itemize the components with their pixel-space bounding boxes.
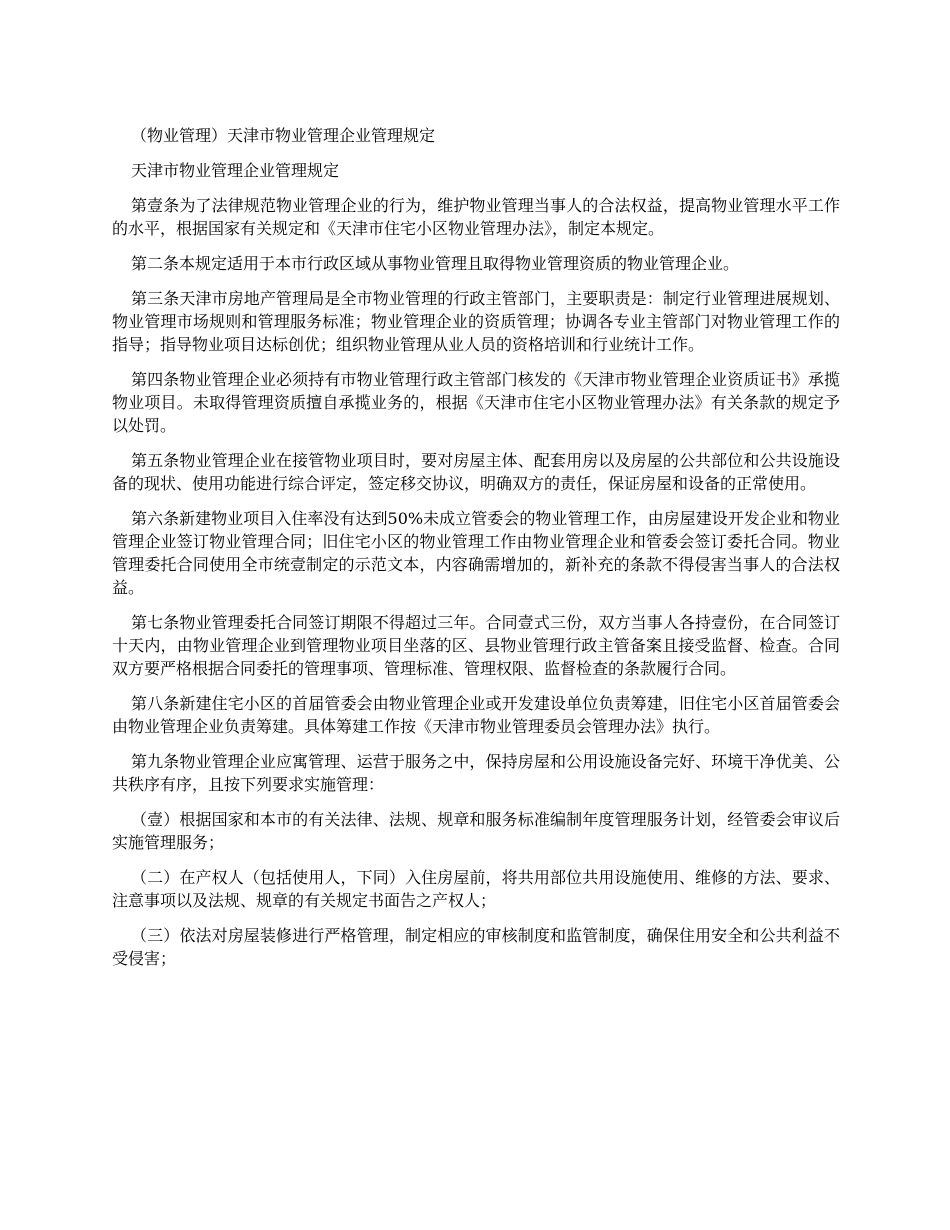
document-page — [112, 124, 840, 982]
article-9-item-3: （三）依法对房屋装修进行严格管理，制定相应的审核制度和监管制度，确保住用安全和公共利益不受侵害； — [112, 926, 840, 968]
document-title: （物业管理）天津市物业管理企业管理规定 — [131, 126, 436, 145]
document-subtitle: 天津市物业管理企业管理规定 — [131, 161, 340, 180]
article-4: 第四条物业管理企业必须持有市物业管理行政主管部门核发的《天津市物业管理企业资质证书》承揽物业项目。未取得管理资质擅自承揽业务的，根据《天津市住宅小区物业管理办法》有关条款的规定予以处罚。 — [112, 370, 840, 435]
article-7: 第七条物业管理委托合同签订期限不得超过三年。合同壹式三份，双方当事人各持壹份，在合同签订十天内，由物业管理企业到管理物业项目坐落的区、县物业管理行政主管备案且接受监督、检查。合同双方要严格根据合同委托的管理事项、管理标准、管理权限、监督检查的条款履行合同。 — [112, 613, 840, 678]
article-9-item-1: （壹）根据国家和本市的有关法律、法规、规章和服务标准编制年度管理服务计划，经管委会审议后实施管理服务； — [112, 810, 840, 852]
article-6: 第六条新建物业项目入住率没有达到50%未成立管委会的物业管理工作，由房屋建设开发企业和物业管理企业签订物业管理合同；旧住宅小区的物业管理工作由物业管理企业和管委会签订委托合同。物业管理委托合同使用全市统壹制定的示范文本，内容确需增加的，新补充的条款不得侵害当事人的合法权益。 — [112, 509, 840, 597]
article-2: 第二条本规定适用于本市行政区域从事物业管理且取得物业管理资质的物业管理企业。 — [131, 254, 740, 273]
article-1: 第壹条为了法律规范物业管理企业的行为，维护物业管理当事人的合法权益，提高物业管理水平工作的水平，根据国家有关规定和《天津市住宅小区物业管理办法》，制定本规定。 — [112, 196, 840, 238]
article-3: 第三条天津市房地产管理局是全市物业管理的行政主管部门，主要职责是：制定行业管理进展规划、物业管理市场规则和管理服务标准；物业管理企业的资质管理；协调各专业主管部门对物业管理工作的指导；指导物业项目达标创优；组织物业管理从业人员的资格培训和行业统计工作。 — [112, 289, 840, 354]
article-5: 第五条物业管理企业在接管物业项目时，要对房屋主体、配套用房以及房屋的公共部位和公共设施设备的现状、使用功能进行综合评定，签定移交协议，明确双方的责任，保证房屋和设备的正常使用。 — [112, 451, 840, 493]
article-8: 第八条新建住宅小区的首届管委会由物业管理企业或开发建设单位负责筹建，旧住宅小区首届管委会由物业管理企业负责筹建。具体筹建工作按《天津市物业管理委员会管理办法》执行。 — [112, 694, 840, 736]
article-9: 第九条物业管理企业应寓管理、运营于服务之中，保持房屋和公用设施设备完好、环境干净优美、公共秩序有序，且按下列要求实施管理： — [112, 752, 840, 794]
article-9-item-2: （二）在产权人（包括使用人，下同）入住房屋前，将共用部位共用设施使用、维修的方法、要求、注意事项以及法规、规章的有关规定书面告之产权人； — [112, 868, 840, 910]
